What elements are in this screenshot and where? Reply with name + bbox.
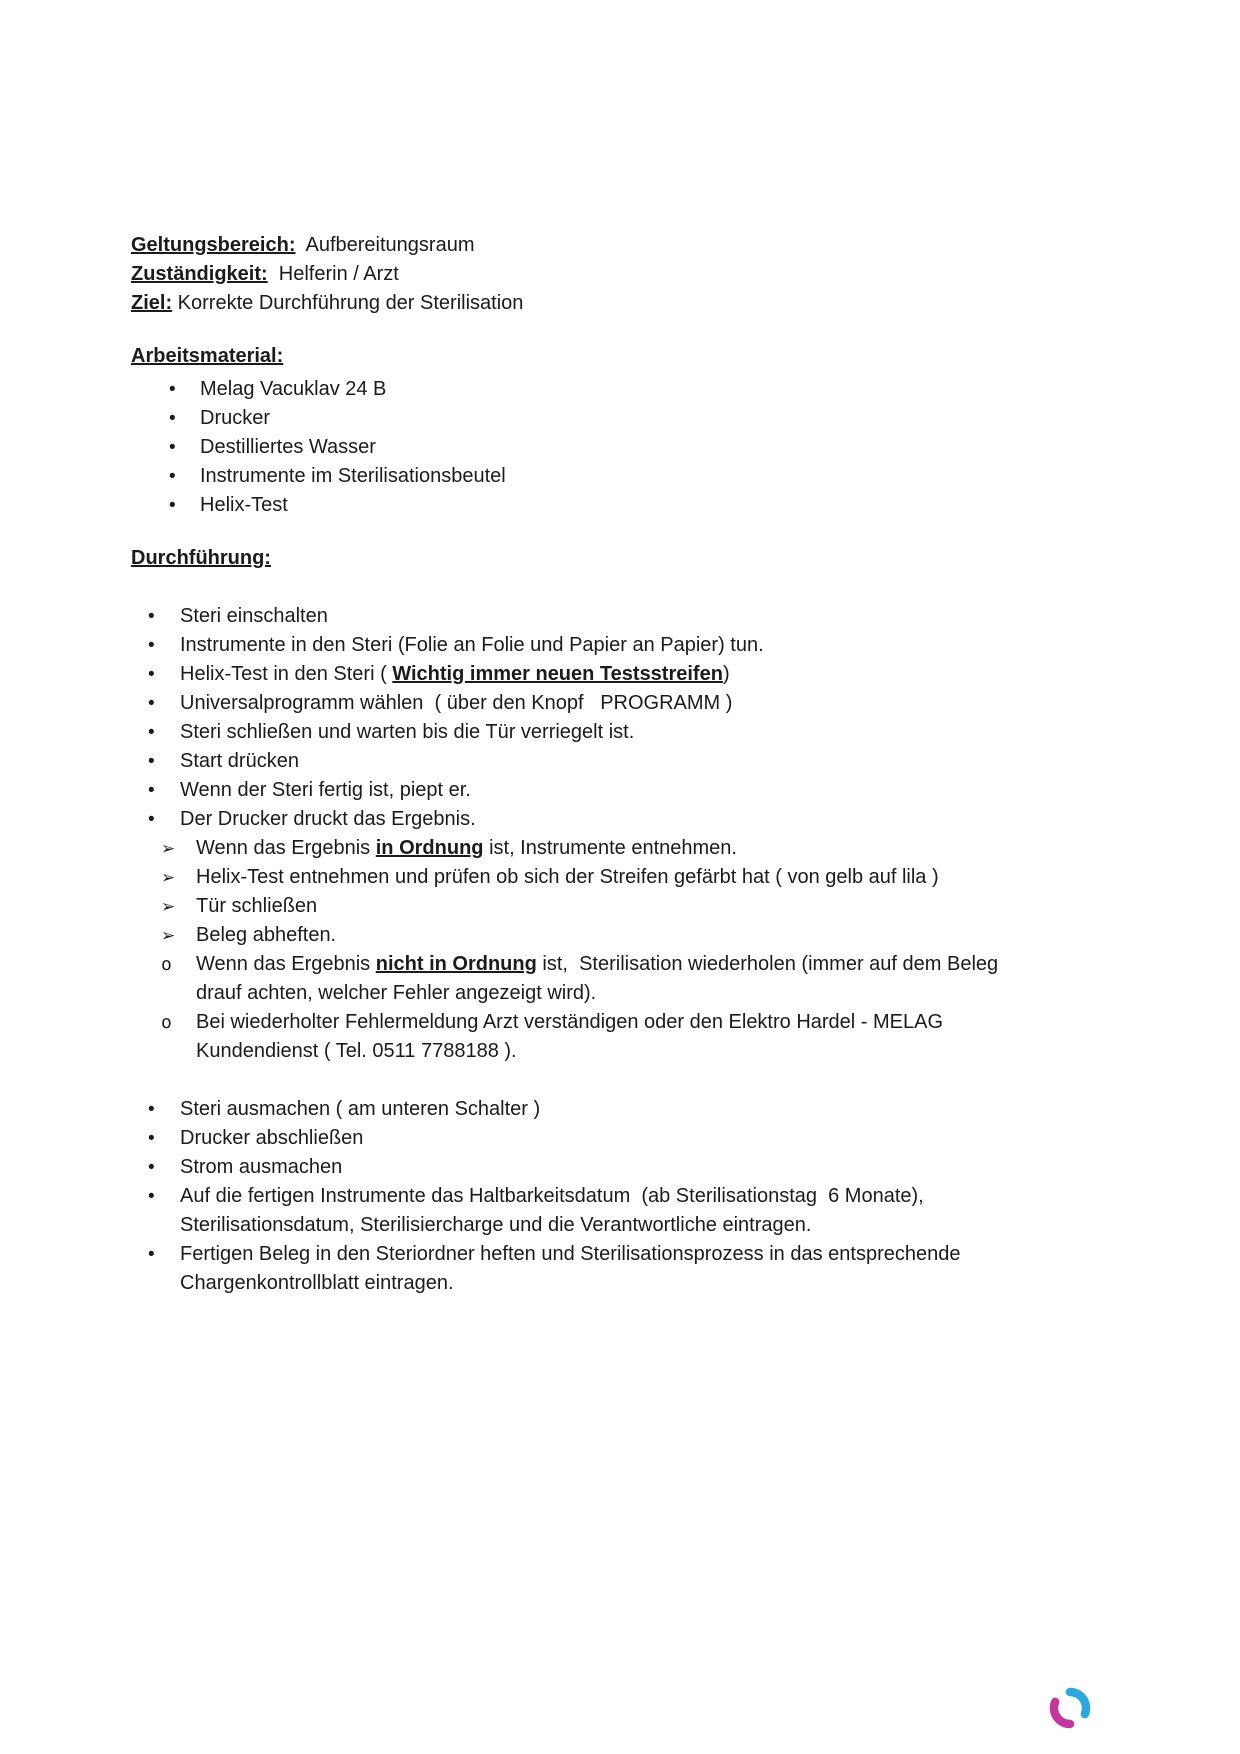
meta-label: Geltungsbereich: bbox=[131, 234, 296, 256]
list-item-text bbox=[180, 805, 999, 834]
arrowhead-icon: ➢ bbox=[161, 839, 176, 858]
list-item bbox=[148, 805, 999, 834]
brand-logo bbox=[1048, 1686, 1092, 1730]
meta-line-geltungsbereich bbox=[131, 231, 999, 260]
list-item-text bbox=[180, 1124, 999, 1153]
list-item bbox=[148, 631, 999, 660]
list-item bbox=[169, 462, 999, 491]
text-segment: Tür schließen bbox=[196, 895, 318, 917]
text-segment: Start drücken bbox=[180, 750, 299, 772]
bullet-icon: • bbox=[169, 437, 176, 458]
list-item bbox=[169, 375, 999, 404]
circle-bullet-icon: o bbox=[161, 954, 172, 975]
list-item bbox=[161, 863, 999, 892]
list-item-text bbox=[196, 892, 999, 921]
text-segment: Fertigen Beleg in den Steriordner heften und Sterilisationsprozess in das entsprechende Chargenkontrollblatt eintragen. bbox=[180, 1243, 967, 1294]
bullet-icon: • bbox=[169, 408, 176, 429]
list-item-text bbox=[196, 950, 1004, 1008]
document-content bbox=[131, 231, 1004, 1298]
meta-label: Ziel: bbox=[131, 292, 173, 314]
list-item-text bbox=[196, 1008, 999, 1066]
bullet-icon: • bbox=[148, 780, 155, 801]
arrowhead-icon: ➢ bbox=[161, 897, 176, 916]
list-item bbox=[161, 1008, 999, 1066]
list-item bbox=[148, 1182, 999, 1240]
bullet-icon: • bbox=[148, 1099, 155, 1120]
bullet-icon: • bbox=[148, 606, 155, 627]
meta-value: Aufbereitungsraum bbox=[295, 234, 475, 256]
meta-line-zustaendigkeit bbox=[131, 260, 999, 289]
durchfuehrung-list-continued bbox=[131, 1095, 999, 1298]
text-segment: Strom ausmachen bbox=[180, 1156, 343, 1178]
list-item bbox=[148, 1095, 999, 1124]
text-segment: Universalprogramm wählen ( über den Knopf PROGRAMM ) bbox=[180, 692, 733, 714]
text-segment: Helix-Test entnehmen und prüfen ob sich der Streifen gefärbt hat ( von gelb auf lila ) bbox=[196, 866, 939, 888]
bullet-icon: • bbox=[148, 751, 155, 772]
list-item-text bbox=[196, 863, 999, 892]
text-segment: Auf die fertigen Instrumente das Haltbarkeitsdatum (ab Sterilisationstag 6 Monate), Sterilisationsdatum, Sterilisiercharge und die Verantwortliche eintragen. bbox=[180, 1185, 930, 1236]
list-item bbox=[148, 1124, 999, 1153]
bullet-icon: • bbox=[148, 722, 155, 743]
list-item-text bbox=[180, 1182, 999, 1240]
text-segment: Instrumente in den Steri (Folie an Folie und Papier an Papier) tun. bbox=[180, 634, 764, 656]
list-item-text bbox=[180, 660, 999, 689]
list-item-text bbox=[180, 602, 999, 631]
list-item bbox=[161, 892, 999, 921]
list-item bbox=[161, 921, 999, 950]
bullet-icon: • bbox=[148, 1186, 155, 1207]
list-item bbox=[148, 689, 999, 718]
list-item-text bbox=[196, 834, 999, 863]
list-item bbox=[161, 834, 999, 863]
text-segment: Steri schließen und warten bis die Tür verriegelt ist. bbox=[180, 721, 635, 743]
list-item-text bbox=[180, 747, 999, 776]
list-item bbox=[148, 660, 999, 689]
text-segment: ist, Sterilisation wiederholen (immer auf dem Beleg drauf achten, welcher Fehler angezeigt wird). bbox=[196, 953, 1004, 1004]
list-item-text bbox=[180, 1095, 999, 1124]
text-segment: Beleg abheften. bbox=[196, 924, 337, 946]
list-item-text bbox=[180, 718, 999, 747]
list-item bbox=[148, 602, 999, 631]
list-item bbox=[148, 1240, 999, 1298]
list-item-text: Melag Vacuklav 24 B bbox=[200, 378, 387, 400]
list-item bbox=[169, 433, 999, 462]
text-segment: Wenn der Steri fertig ist, piept er. bbox=[180, 779, 471, 801]
durchfuehrung-list bbox=[131, 602, 1004, 1066]
list-item-text: Drucker bbox=[200, 407, 271, 429]
section-heading-arbeitsmaterial: Arbeitsmaterial: bbox=[131, 345, 284, 367]
text-segment: Der Drucker druckt das Ergebnis. bbox=[180, 808, 476, 830]
list-item bbox=[169, 404, 999, 433]
list-item-text bbox=[196, 921, 999, 950]
circle-bullet-icon: o bbox=[161, 1012, 172, 1033]
arrowhead-icon: ➢ bbox=[161, 926, 176, 945]
bullet-icon: • bbox=[169, 466, 176, 487]
list-item-text bbox=[180, 776, 999, 805]
text-segment: ist, Instrumente entnehmen. bbox=[483, 837, 737, 859]
section-heading-durchfuehrung: Durchführung: bbox=[131, 547, 271, 569]
list-item bbox=[148, 718, 999, 747]
text-segment-emphasis: nicht in Ordnung bbox=[375, 953, 537, 975]
list-item bbox=[148, 747, 999, 776]
list-item bbox=[148, 776, 999, 805]
list-item bbox=[161, 950, 1004, 1008]
bullet-icon: • bbox=[148, 693, 155, 714]
text-segment: Wenn das Ergebnis bbox=[196, 837, 376, 859]
text-segment: Helix-Test in den Steri ( bbox=[180, 663, 393, 685]
list-item-text: Helix-Test bbox=[200, 494, 288, 516]
list-item-text bbox=[180, 631, 999, 660]
list-item bbox=[169, 491, 999, 520]
meta-value: Korrekte Durchführung der Sterilisation bbox=[172, 292, 524, 314]
text-segment: Steri einschalten bbox=[180, 605, 328, 627]
bullet-icon: • bbox=[169, 379, 176, 400]
text-segment-emphasis: in Ordnung bbox=[375, 837, 484, 859]
bullet-icon: • bbox=[148, 1244, 155, 1265]
text-segment: ) bbox=[722, 663, 730, 685]
list-item-text bbox=[180, 1153, 999, 1182]
list-item-text bbox=[180, 1240, 999, 1298]
list-item bbox=[148, 1153, 999, 1182]
text-segment: Steri ausmachen ( am unteren Schalter ) bbox=[180, 1098, 541, 1120]
arbeitsmaterial-list bbox=[131, 375, 999, 520]
text-segment: Bei wiederholter Fehlermeldung Arzt verständigen oder den Elektro Hardel - MELAG Kundendienst ( Tel. 0511 7788188 ). bbox=[196, 1011, 949, 1062]
list-item-text: Instrumente im Sterilisationsbeutel bbox=[200, 465, 506, 487]
bullet-icon: • bbox=[148, 1157, 155, 1178]
bullet-icon: • bbox=[148, 664, 155, 685]
bullet-icon: • bbox=[148, 635, 155, 656]
text-segment: Drucker abschließen bbox=[180, 1127, 364, 1149]
list-item-text bbox=[180, 689, 999, 718]
bullet-icon: • bbox=[169, 495, 176, 516]
arrowhead-icon: ➢ bbox=[161, 868, 176, 887]
bullet-icon: • bbox=[148, 809, 155, 830]
meta-value: Helferin / Arzt bbox=[267, 263, 399, 285]
meta-label: Zuständigkeit: bbox=[131, 263, 268, 285]
text-segment: Wenn das Ergebnis bbox=[196, 953, 376, 975]
brand-logo-icon bbox=[1048, 1686, 1092, 1730]
bullet-icon: • bbox=[148, 1128, 155, 1149]
text-segment-emphasis: Wichtig immer neuen Testsstreifen bbox=[392, 663, 723, 685]
list-item-text: Destilliertes Wasser bbox=[200, 436, 376, 458]
meta-line-ziel bbox=[131, 289, 999, 318]
